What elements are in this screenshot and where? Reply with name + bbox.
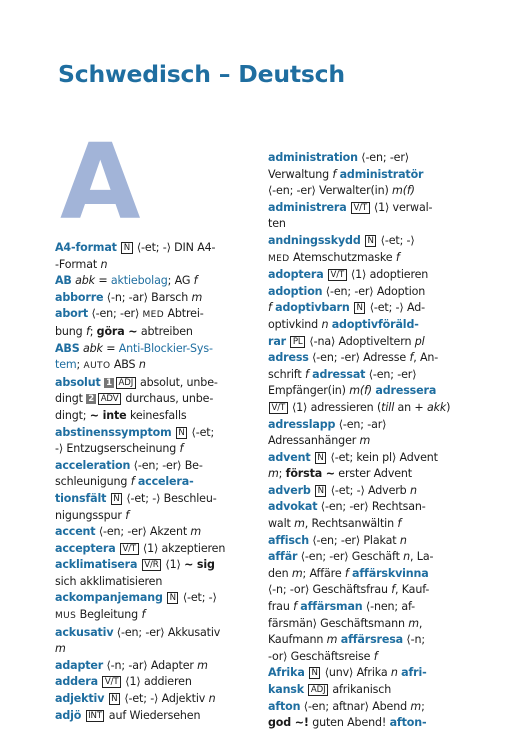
dictionary-entry	[268, 499, 473, 532]
entry-line: optivkind n adoptivföräld-	[268, 317, 419, 331]
entry-line: f adoptivbarn N ⟨-et; -⟩ Ad-	[268, 301, 425, 315]
entry-line: MUS Begleitung f	[55, 608, 146, 622]
entry-line: ABS abk = Anti-Blockier-Sys-	[55, 341, 213, 355]
entry-line: MED Atemschutzmaske f	[268, 250, 400, 264]
entry-line: adoption ⟨-en; -er⟩ Adoption	[268, 284, 426, 298]
dictionary-entry	[268, 483, 473, 500]
entry-line: abborre ⟨-n; -ar⟩ Barsch m	[55, 290, 203, 304]
entry-line: acklimatisera V/R ⟨1⟩ ~ sig	[55, 558, 215, 572]
dictionary-entry	[55, 306, 255, 340]
entry-line: nigungsspur f	[55, 508, 129, 522]
dictionary-entry	[55, 273, 255, 290]
dictionary-entry	[55, 625, 255, 658]
entry-line: advokat ⟨-en; -er⟩ Rechtsan-	[268, 500, 426, 514]
entry-line: -⟩ Entzugserscheinung f	[55, 442, 184, 456]
entry-line: den m; Affäre f affärskvinna	[268, 566, 429, 580]
entry-line: kansk ADJ afrikanisch	[268, 683, 392, 696]
entry-line: schleunigung f accelera-	[55, 475, 194, 489]
entry-line: andningsskydd N ⟨-et; -⟩	[268, 233, 415, 247]
entry-line: tem; AUTO ABS n	[55, 358, 146, 372]
dictionary-entry	[268, 150, 473, 233]
entry-line: walt m, Rechtsanwältin f	[268, 517, 402, 531]
entry-line: accent ⟨-en; -er⟩ Akzent m	[55, 525, 202, 539]
entry-line: adoptera V/T ⟨1⟩ adoptieren	[268, 268, 429, 282]
entry-line: adapter ⟨-n; -ar⟩ Adapter m	[55, 658, 208, 672]
dictionary-entry	[55, 590, 255, 624]
entry-line: rar PL ⟨-na⟩ Adoptiveltern pl	[268, 334, 425, 348]
entry-line: Verwaltung f administratör	[268, 167, 424, 181]
dictionary-entry	[268, 267, 473, 350]
entry-line: afton ⟨-en; aftnar⟩ Abend m;	[268, 699, 425, 713]
entry-line: schrift f adressat ⟨-en; -er⟩	[268, 367, 417, 381]
entry-line: adjö INT auf Wiedersehen	[55, 708, 201, 722]
entry-line: acceleration ⟨-en; -er⟩ Be-	[55, 458, 203, 472]
dictionary-entry	[55, 557, 255, 590]
entry-line: A4-format N ⟨-et; -⟩ DIN A4-	[55, 241, 216, 254]
entry-line: bung f; göra ~ abtreiben	[55, 324, 193, 338]
dictionary-entry	[268, 450, 473, 483]
page-title: Schwedisch – Deutsch	[58, 60, 345, 88]
dictionary-entry	[55, 708, 255, 725]
entry-line: administrera V/T ⟨1⟩ verwal-	[268, 200, 433, 214]
entry-line: Afrika N ⟨unv⟩ Afrika n afri-	[268, 666, 427, 680]
entry-line: adverb N ⟨-et; -⟩ Adverb n	[268, 483, 417, 497]
entry-line: ⟨-n; -or⟩ Geschäftsfrau f, Kauf-	[268, 583, 430, 597]
entry-line: dingt; ~ inte keinesfalls	[55, 408, 187, 422]
entry-line: m; första ~ erster Advent	[268, 467, 412, 481]
dictionary-entry	[55, 674, 255, 691]
dictionary-entry	[55, 458, 255, 524]
entry-line: abort ⟨-en; -er⟩ MED Abtrei-	[55, 307, 204, 321]
entry-line: dingt 2 ADV durchaus, unbe-	[55, 392, 214, 406]
entry-line: färsmän⟩ Geschäftsmann m,	[268, 616, 423, 630]
entry-line: sich akklimatisieren	[55, 574, 163, 588]
entry-line: adress ⟨-en; -er⟩ Adresse f, An-	[268, 351, 439, 365]
dictionary-entry	[55, 524, 255, 541]
entry-line: administration ⟨-en; -er⟩	[268, 151, 409, 164]
dictionary-entry	[268, 549, 473, 665]
entry-line: affisch ⟨-en; -er⟩ Plakat n	[268, 533, 407, 547]
dictionary-entry	[268, 533, 473, 550]
entry-line: ⟨-en; -er⟩ Verwalter(in) m(f)	[268, 184, 415, 198]
entry-line: AB abk = aktiebolag; AG f	[55, 274, 198, 288]
section-letter: A	[60, 121, 141, 243]
dictionary-column-right	[268, 150, 473, 732]
entry-line: Adressanhänger m	[268, 434, 371, 448]
entry-line: Empfänger(in) m(f) adressera	[268, 384, 437, 398]
dictionary-entry	[268, 233, 473, 267]
entry-line: addera V/T ⟨1⟩ addieren	[55, 675, 192, 689]
entry-line: tionsfält N ⟨-et; -⟩ Beschleu-	[55, 491, 217, 505]
dictionary-entry	[55, 290, 255, 307]
entry-line: -or⟩ Geschäftsreise f	[268, 649, 378, 663]
dictionary-entry	[268, 699, 473, 732]
entry-line: ackusativ ⟨-en; -er⟩ Akkusativ	[55, 625, 221, 639]
dictionary-entry	[55, 658, 255, 675]
dictionary-entry	[268, 665, 473, 698]
dictionary-column-left	[55, 240, 255, 724]
entry-line: Kaufmann m affärsresa ⟨-n;	[268, 633, 425, 647]
entry-line: absolut 1 ADJ absolut, unbe-	[55, 375, 218, 389]
dictionary-entry	[55, 425, 255, 458]
entry-line: ten	[268, 217, 286, 231]
entry-line: advent N ⟨-et; kein pl⟩ Advent	[268, 450, 438, 464]
entry-line: m	[55, 642, 66, 656]
entry-line: god ~! guten Abend! afton-	[268, 716, 427, 730]
dictionary-entry	[55, 541, 255, 558]
entry-line: adjektiv N ⟨-et; -⟩ Adjektiv n	[55, 692, 216, 706]
entry-line: adresslapp ⟨-en; -ar⟩	[268, 417, 387, 431]
entry-line: V/T ⟨1⟩ adressieren (till an + akk)	[268, 400, 473, 417]
dictionary-entry	[55, 375, 255, 425]
entry-line: -Format n	[55, 257, 108, 271]
dictionary-entry	[55, 240, 255, 273]
dictionary-entry	[55, 341, 255, 375]
entry-line: abstinenssymptom N ⟨-et;	[55, 425, 215, 439]
dictionary-entry	[55, 691, 255, 708]
entry-line: acceptera V/T ⟨1⟩ akzeptieren	[55, 541, 226, 555]
dictionary-entry	[268, 350, 473, 450]
entry-line: affär ⟨-en; -er⟩ Geschäft n, La-	[268, 550, 434, 564]
entry-line: ackompanjemang N ⟨-et; -⟩	[55, 591, 217, 605]
entry-line: frau f affärsman ⟨-nen; af-	[268, 600, 415, 614]
